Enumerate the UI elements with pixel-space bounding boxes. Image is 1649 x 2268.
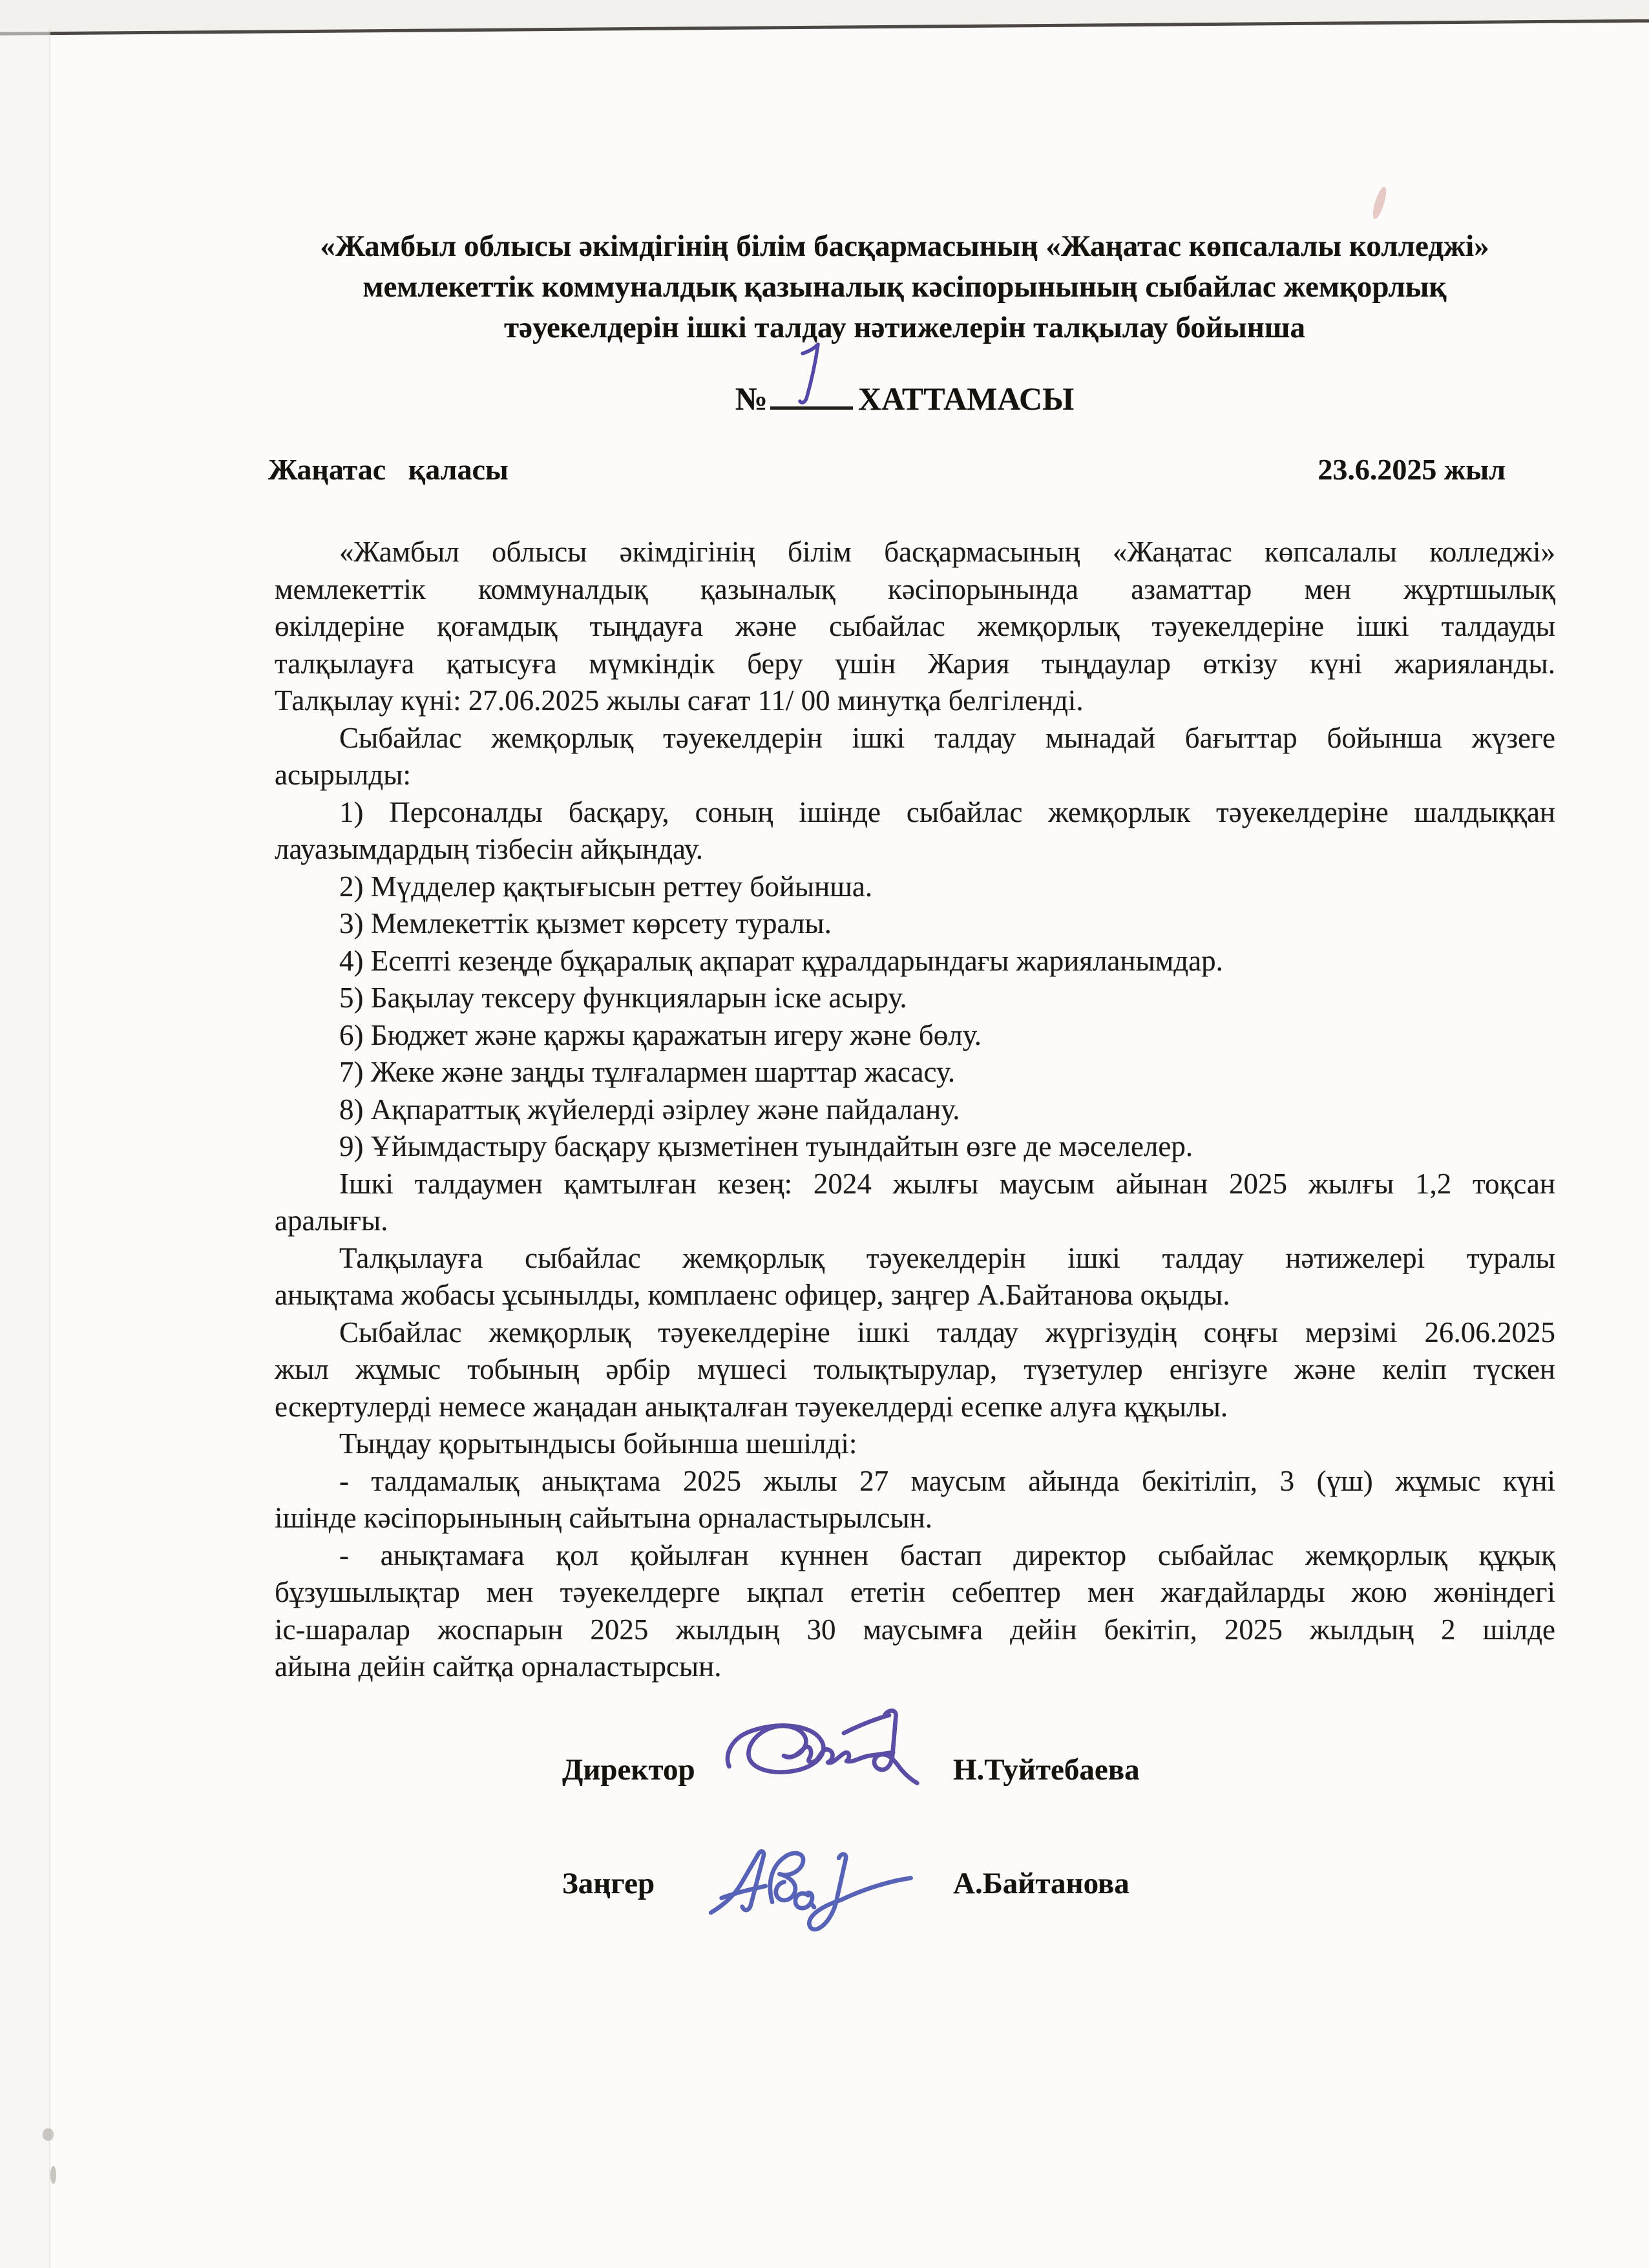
list-item-line: 9) Ұйымдастыру басқару қызметінен туындайтын өзге де мәселелер.	[339, 1130, 1193, 1162]
list-item-line: 3) Мемлекеттік қызмет көрсету туралы.	[339, 907, 832, 940]
resolution-line: ішінде кәсіпорынының сайытына орналастырылсын.	[275, 1502, 932, 1534]
lawyer-signature-ink	[707, 1839, 920, 1941]
list-item-line: 7) Жеке және заңды тұлғалармен шарттар жасасу.	[339, 1056, 956, 1088]
body-line: жыл жұмыс тобының әрбір мүшесі толықтырулар, түзетулер енгізуге және келіп түскен	[275, 1353, 1555, 1385]
list-item-line: 5) Бақылау тексеру функцияларын іске асыру.	[339, 982, 907, 1014]
resolution-line: - анықтамаға қол қойылған күннен бастап директор сыбайлас жемқорлық құқық	[339, 1538, 1555, 1571]
body-line: анықтама жобасы ұсынылды, комплаенс офицер, заңгер А.Байтанова оқыды.	[275, 1279, 1230, 1311]
handwritten-protocol-number	[793, 341, 827, 408]
resolution-line: - талдамалық анықтама 2025 жылы 27 маусым айында бекітіліп, 3 (үш) жұмыс күні	[339, 1464, 1555, 1497]
protocol-type-label: ХАТТАМАСЫ	[858, 381, 1075, 417]
signature-role-lawyer: Заңгер	[562, 1867, 655, 1900]
body-line: Тыңдау қорытындысы бойынша шешілді:	[339, 1427, 857, 1460]
scan-speck	[43, 2128, 54, 2141]
resolution-line: айына дейін сайтқа орналастырсын.	[275, 1650, 722, 1683]
body-line: Талқылауға сыбайлас жемқорлық тәуекелдерін ішкі талдау нәтижелері туралы	[339, 1241, 1555, 1274]
number-sign: №	[735, 381, 768, 417]
list-item-line: лауазымдардың тізбесін айқындау.	[275, 833, 703, 865]
body-line: Ішкі талдаумен қамтылған кезең: 2024 жылғы маусым айынан 2025 жылғы 1,2 тоқсан	[339, 1167, 1555, 1200]
body-line: «Жамбыл облысы әкімдігінің білім басқармасының «Жаңатас көпсалалы колледжі»	[339, 536, 1555, 568]
resolution-line: бұзушылықтар мен тәуекелдерге ықпал ететін себептер мен жағдайларды жою жөніндегі	[275, 1576, 1555, 1608]
document-body	[275, 534, 1555, 1686]
body-line: мемлекеттік коммуналдық қазыналық кәсіпорынында азаматтар мен жұртшылық	[275, 572, 1555, 605]
list-item-line: 4) Есепті кезеңде бұқаралық ақпарат құралдарындағы жарияланымдар.	[339, 944, 1223, 977]
signature-name-director: Н.Туйтебаева	[953, 1753, 1140, 1787]
body-line: асырылды:	[275, 759, 412, 791]
body-line: талқылауға қатысуға мүмкіндік беру үшін Жария тыңдаулар өткізу күні жарияланды.	[275, 647, 1555, 680]
list-item-line: 8) Ақпараттық жүйелерді әзірлеу және пайдалану.	[339, 1093, 960, 1126]
list-item-line: 2) Мүдделер қақтығысын реттеу бойынша.	[339, 870, 873, 903]
scan-speck	[50, 2166, 56, 2184]
protocol-number-blank-underline	[770, 399, 853, 410]
director-signature-ink	[719, 1702, 932, 1799]
title-line: тәуекелдерін ішкі талдау нәтижелерін талқылау бойынша	[504, 311, 1305, 344]
document-title	[249, 226, 1560, 348]
signature-name-lawyer: А.Байтанова	[953, 1867, 1129, 1900]
list-item-line: 6) Бюджет және қаржы қаражатын игеру және бөлу.	[339, 1018, 982, 1051]
resolution-line: іс-шаралар жоспарын 2025 жылдың 30 маусымға дейін бекітіп, 2025 жылдың 2 шілде	[275, 1613, 1555, 1646]
body-line: Сыбайлас жемқорлық тәуекелдерін ішкі талдау мынадай бағыттар бойынша жүзеге	[339, 721, 1555, 754]
signature-role-director: Директор	[562, 1753, 695, 1787]
body-line: аралығы.	[275, 1204, 388, 1237]
title-line: мемлекеттік коммуналдық қазыналық кәсіпорынының сыбайлас жемқорлық	[362, 270, 1447, 304]
body-line: Сыбайлас жемқорлық тәуекелдеріне ішкі талдау жүргізудің соңғы мерзімі 26.06.2025	[339, 1316, 1555, 1349]
date-label: 23.6.2025 жыл	[1318, 453, 1506, 486]
body-line: Талқылау күні: 27.06.2025 жылы сағат 11/ 00 минутқа белгіленді.	[275, 684, 1084, 717]
title-line: «Жамбыл облысы әкімдігінің білім басқармасының «Жаңатас көпсалалы колледжі»	[320, 229, 1489, 263]
scan-paper-left-edge	[0, 28, 50, 2268]
scan-smudge	[1371, 185, 1389, 220]
protocol-number-line	[249, 379, 1560, 419]
list-item-line: 1) Персоналды басқару, соның ішінде сыбайлас жемқорлык тәуекелдеріне шалдыққан	[339, 795, 1555, 828]
place-date-row	[268, 452, 1506, 487]
body-line: ескертулерді немесе жаңадан анықталған тәуекелдерді есепке алуға құқылы.	[275, 1390, 1228, 1423]
place-label: Жаңатас қаласы	[268, 453, 509, 486]
body-line: өкілдеріне қоғамдық тыңдауға және сыбайлас жемқорлық тәуекелдеріне ішкі талдауды	[275, 610, 1555, 642]
scan-paper-top-edge	[0, 0, 1649, 36]
